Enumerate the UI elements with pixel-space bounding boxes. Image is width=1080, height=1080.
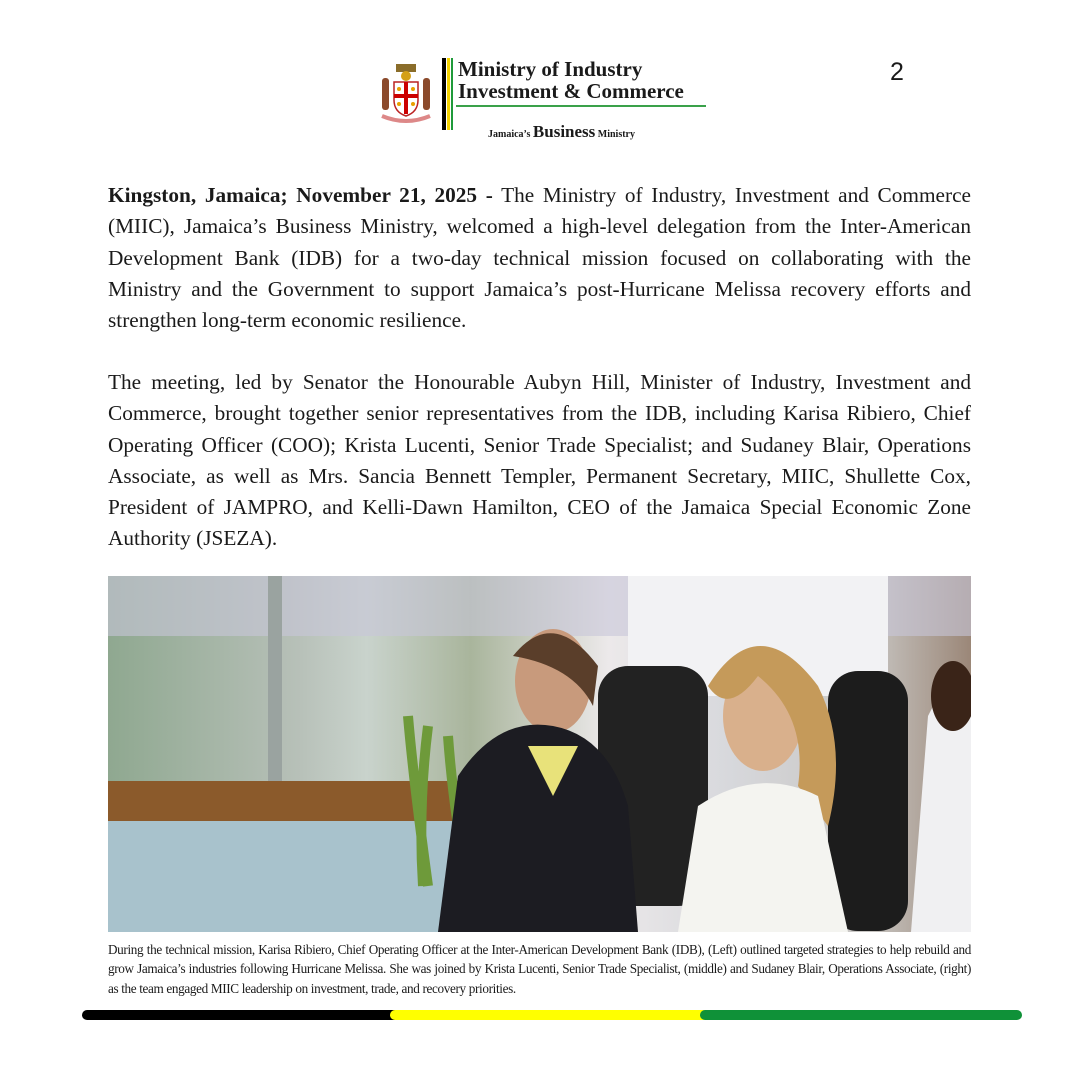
tagline-post: Ministry xyxy=(597,129,635,140)
meeting-photo-illustration xyxy=(108,576,971,932)
tagline-main: Business xyxy=(532,122,596,141)
tagline-pre: Jamaica’s xyxy=(488,129,531,140)
logo-divider xyxy=(456,105,706,107)
footer-stripe-black xyxy=(82,1010,402,1020)
flag-bar-green xyxy=(451,58,453,130)
paragraph-1 xyxy=(108,180,971,336)
ministry-name-line2: Investment & Commerce xyxy=(458,79,684,103)
coat-of-arms-icon xyxy=(376,62,436,124)
meeting-photo xyxy=(108,576,971,932)
ministry-logo xyxy=(372,58,712,148)
paragraph-1-text: The Ministry of Industry, Investment and Commerce (MIIC), Jamaica’s Business Ministry, welcomed a high-level delegation from the Inter-American Development Bank (IDB) for a two-day technical mission focused on collaborating with the Ministry and the Government to support Jamaica’s post-Hurricane Melissa recovery efforts and strengthen long-term economic resilience. xyxy=(108,183,971,333)
footer-stripe-green xyxy=(700,1010,1022,1020)
page-number: 2 xyxy=(890,58,904,86)
tagline xyxy=(488,122,635,142)
paragraph-2: The meeting, led by Senator the Honourable Aubyn Hill, Minister of Industry, Investment and Commerce, brought together senior representatives from the IDB, including Karisa Ribiero, Chief Operating Officer (COO); Krista Lucenti, Senior Trade Specialist; and Sudaney Blair, Operations Associate, as well as Mrs. Sancia Bennett Templer, Permanent Secretary, MIIC, Shullette Cox, President of JAMPRO, and Kelli-Dawn Hamilton, CEO of the Jamaica Special Economic Zone Authority (JSEZA). xyxy=(108,370,971,551)
photo-caption: During the technical mission, Karisa Ribiero, Chief Operating Officer at the Inter-American Development Bank (IDB), (Left) outlined targeted strategies to help rebuild and grow Jamaica’s industries following Hurricane Melissa. She was joined by Krista Lucenti, Senior Trade Specialist, (middle) and Sudaney Blair, Operations Associate, (right) as the team engaged MIIC leadership on investment, trade, and recovery priorities. xyxy=(108,942,971,996)
flag-bar-yellow xyxy=(447,58,450,130)
ministry-name-line1: Ministry of Industry xyxy=(458,57,643,81)
footer-stripe-yellow xyxy=(390,1010,710,1020)
flag-bar-black xyxy=(442,58,446,130)
dateline: Kingston, Jamaica; November 21, 2025 - xyxy=(108,183,493,207)
